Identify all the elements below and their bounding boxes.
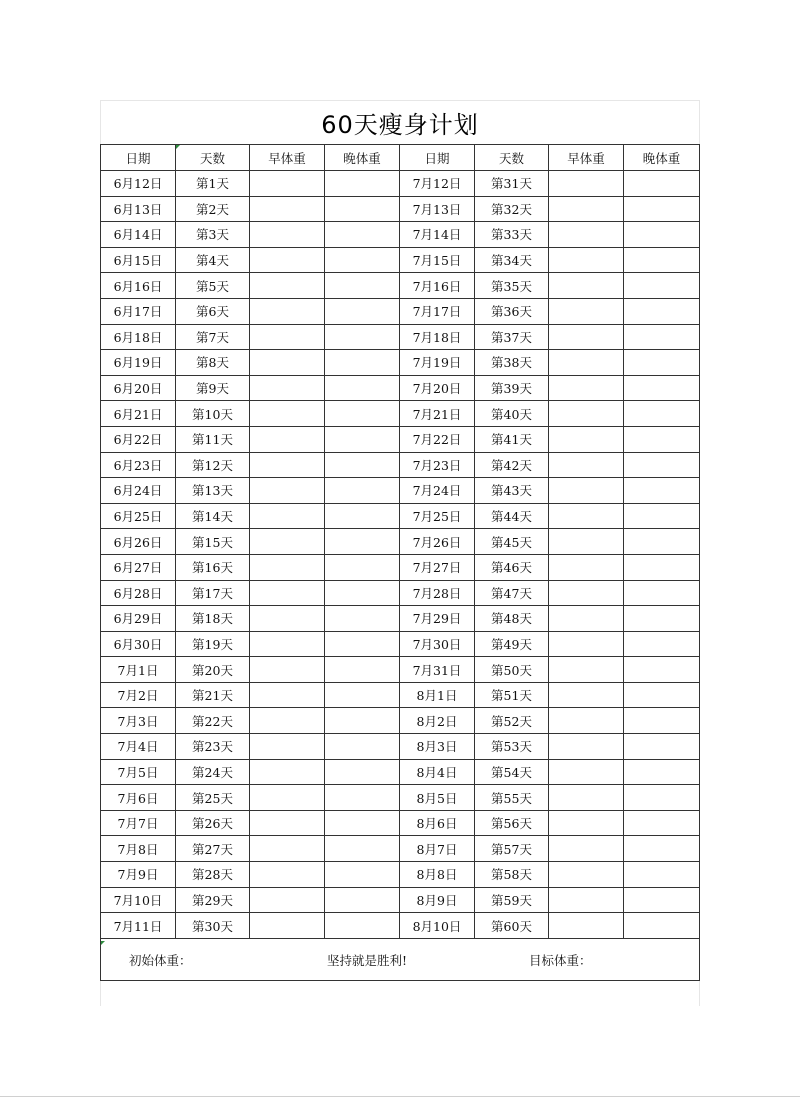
day-cell[interactable]: 第57天 (475, 836, 549, 862)
evening-weight-cell[interactable] (624, 810, 700, 836)
day-cell[interactable]: 第30天 (176, 913, 250, 939)
evening-weight-cell[interactable] (624, 452, 700, 478)
date-cell[interactable]: 8月8日 (400, 862, 475, 888)
evening-weight-cell[interactable] (325, 478, 400, 504)
date-cell[interactable]: 7月14日 (400, 222, 475, 248)
date-cell[interactable]: 8月9日 (400, 887, 475, 913)
evening-weight-cell[interactable] (624, 401, 700, 427)
cell-marker-icon (176, 145, 180, 149)
morning-weight-cell[interactable] (549, 913, 624, 939)
morning-weight-cell[interactable] (250, 196, 325, 222)
evening-weight-cell[interactable] (325, 401, 400, 427)
date-cell[interactable]: 8月10日 (400, 913, 475, 939)
day-cell[interactable]: 第19天 (176, 631, 250, 657)
morning-weight-cell[interactable] (250, 350, 325, 376)
header-morning-weight[interactable]: 早体重 (250, 145, 325, 171)
date-cell[interactable]: 6月18日 (101, 324, 176, 350)
table-row (101, 708, 700, 734)
page-title: 60天瘦身计划 (321, 111, 479, 139)
evening-weight-cell[interactable] (325, 426, 400, 452)
day-cell[interactable]: 第42天 (475, 452, 549, 478)
page-top-border (101, 100, 699, 101)
date-cell[interactable]: 7月28日 (400, 580, 475, 606)
day-cell[interactable]: 第41天 (475, 426, 549, 452)
table-row (101, 913, 700, 939)
date-cell[interactable]: 6月16日 (101, 273, 176, 299)
table-row (101, 298, 700, 324)
evening-weight-cell[interactable] (624, 606, 700, 632)
day-cell[interactable]: 第21天 (176, 682, 250, 708)
day-cell[interactable]: 第18天 (176, 606, 250, 632)
day-cell[interactable]: 第32天 (475, 196, 549, 222)
date-cell[interactable]: 6月14日 (101, 222, 176, 248)
day-cell[interactable]: 第39天 (475, 375, 549, 401)
morning-weight-cell[interactable] (549, 606, 624, 632)
evening-weight-cell[interactable] (624, 478, 700, 504)
day-cell[interactable]: 第52天 (475, 708, 549, 734)
day-cell[interactable]: 第7天 (176, 324, 250, 350)
table-row (101, 657, 700, 683)
morning-weight-cell[interactable] (549, 887, 624, 913)
day-cell[interactable]: 第31天 (475, 171, 549, 197)
day-cell[interactable]: 第12天 (176, 452, 250, 478)
cell-marker-icon (101, 941, 105, 945)
date-cell[interactable]: 6月12日 (101, 171, 176, 197)
day-cell[interactable]: 第49天 (475, 631, 549, 657)
day-cell[interactable]: 第24天 (176, 759, 250, 785)
date-cell[interactable]: 7月11日 (101, 913, 176, 939)
date-cell[interactable]: 7月6日 (101, 785, 176, 811)
day-cell[interactable]: 第5天 (176, 273, 250, 299)
day-cell[interactable]: 第25天 (176, 785, 250, 811)
morning-weight-cell[interactable] (549, 682, 624, 708)
morning-weight-cell[interactable] (549, 375, 624, 401)
morning-weight-cell[interactable] (250, 426, 325, 452)
table-row (101, 759, 700, 785)
day-cell[interactable]: 第8天 (176, 350, 250, 376)
date-cell[interactable]: 7月8日 (101, 836, 176, 862)
evening-weight-cell[interactable] (325, 222, 400, 248)
header-evening-weight[interactable]: 晚体重 (325, 145, 400, 171)
morning-weight-cell[interactable] (549, 478, 624, 504)
day-cell[interactable]: 第53天 (475, 734, 549, 760)
table-row (101, 836, 700, 862)
table-row (101, 785, 700, 811)
morning-weight-cell[interactable] (549, 810, 624, 836)
day-cell[interactable]: 第46天 (475, 554, 549, 580)
day-cell[interactable]: 第55天 (475, 785, 549, 811)
date-cell[interactable]: 7月16日 (400, 273, 475, 299)
evening-weight-cell[interactable] (325, 606, 400, 632)
morning-weight-cell[interactable] (549, 785, 624, 811)
evening-weight-cell[interactable] (325, 913, 400, 939)
evening-weight-cell[interactable] (624, 298, 700, 324)
table-row (101, 554, 700, 580)
day-cell[interactable]: 第9天 (176, 375, 250, 401)
morning-weight-cell[interactable] (549, 862, 624, 888)
table-row (101, 503, 700, 529)
morning-weight-cell[interactable] (549, 580, 624, 606)
table-row (101, 196, 700, 222)
morning-weight-cell[interactable] (549, 350, 624, 376)
morning-weight-cell[interactable] (549, 196, 624, 222)
evening-weight-cell[interactable] (624, 375, 700, 401)
table-row (101, 247, 700, 273)
date-cell[interactable]: 6月25日 (101, 503, 176, 529)
table-row (101, 682, 700, 708)
header-row (101, 145, 700, 171)
morning-weight-cell[interactable] (250, 324, 325, 350)
morning-weight-cell[interactable] (250, 657, 325, 683)
day-cell[interactable]: 第44天 (475, 503, 549, 529)
evening-weight-cell[interactable] (325, 631, 400, 657)
evening-weight-cell[interactable] (325, 554, 400, 580)
evening-weight-cell[interactable] (325, 452, 400, 478)
table-row (101, 401, 700, 427)
evening-weight-cell[interactable] (325, 682, 400, 708)
morning-weight-cell[interactable] (250, 529, 325, 555)
evening-weight-cell[interactable] (624, 708, 700, 734)
morning-weight-cell[interactable] (250, 836, 325, 862)
evening-weight-cell[interactable] (325, 734, 400, 760)
date-cell[interactable]: 7月29日 (400, 606, 475, 632)
footer-cell[interactable] (101, 938, 700, 980)
morning-weight-cell[interactable] (549, 734, 624, 760)
date-cell[interactable]: 7月23日 (400, 452, 475, 478)
day-cell[interactable]: 第56天 (475, 810, 549, 836)
day-cell[interactable]: 第13天 (176, 478, 250, 504)
table-row (101, 324, 700, 350)
day-cell[interactable]: 第45天 (475, 529, 549, 555)
evening-weight-cell[interactable] (325, 298, 400, 324)
day-cell[interactable]: 第22天 (176, 708, 250, 734)
date-cell[interactable]: 8月2日 (400, 708, 475, 734)
table-row (101, 171, 700, 197)
evening-weight-cell[interactable] (624, 887, 700, 913)
morning-weight-cell[interactable] (549, 708, 624, 734)
evening-weight-cell[interactable] (325, 196, 400, 222)
date-cell[interactable]: 8月4日 (400, 759, 475, 785)
day-cell[interactable]: 第54天 (475, 759, 549, 785)
morning-weight-cell[interactable] (549, 171, 624, 197)
date-cell[interactable]: 7月15日 (400, 247, 475, 273)
date-cell[interactable]: 6月15日 (101, 247, 176, 273)
morning-weight-cell[interactable] (250, 913, 325, 939)
date-cell[interactable]: 6月30日 (101, 631, 176, 657)
evening-weight-cell[interactable] (624, 836, 700, 862)
morning-weight-cell[interactable] (250, 375, 325, 401)
evening-weight-cell[interactable] (624, 324, 700, 350)
date-cell[interactable]: 6月24日 (101, 478, 176, 504)
date-cell[interactable]: 7月10日 (101, 887, 176, 913)
header-morning-weight-2[interactable]: 早体重 (549, 145, 624, 171)
date-cell[interactable]: 7月18日 (400, 324, 475, 350)
day-cell[interactable]: 第27天 (176, 836, 250, 862)
day-cell[interactable]: 第50天 (475, 657, 549, 683)
morning-weight-cell[interactable] (250, 554, 325, 580)
morning-weight-cell[interactable] (250, 631, 325, 657)
day-cell[interactable]: 第58天 (475, 862, 549, 888)
evening-weight-cell[interactable] (624, 657, 700, 683)
morning-weight-cell[interactable] (549, 426, 624, 452)
morning-weight-cell[interactable] (549, 247, 624, 273)
day-cell[interactable]: 第36天 (475, 298, 549, 324)
evening-weight-cell[interactable] (624, 350, 700, 376)
evening-weight-cell[interactable] (624, 273, 700, 299)
day-cell[interactable]: 第4天 (176, 247, 250, 273)
initial-weight-label: 初始体重： (129, 952, 192, 968)
evening-weight-cell[interactable] (624, 734, 700, 760)
day-cell[interactable]: 第35天 (475, 273, 549, 299)
morning-weight-cell[interactable] (250, 734, 325, 760)
evening-weight-cell[interactable] (325, 273, 400, 299)
day-cell[interactable]: 第23天 (176, 734, 250, 760)
morning-weight-cell[interactable] (250, 222, 325, 248)
day-cell[interactable]: 第38天 (475, 350, 549, 376)
day-cell[interactable]: 第59天 (475, 887, 549, 913)
table-row (101, 478, 700, 504)
date-cell[interactable]: 7月13日 (400, 196, 475, 222)
day-cell[interactable]: 第3天 (176, 222, 250, 248)
morning-weight-cell[interactable] (250, 887, 325, 913)
evening-weight-cell[interactable] (325, 529, 400, 555)
date-cell[interactable]: 6月21日 (101, 401, 176, 427)
table-row (101, 375, 700, 401)
day-cell[interactable]: 第20天 (176, 657, 250, 683)
motto-text: 坚持就是胜利! (327, 952, 408, 968)
date-cell[interactable]: 7月4日 (101, 734, 176, 760)
morning-weight-cell[interactable] (250, 171, 325, 197)
morning-weight-cell[interactable] (250, 785, 325, 811)
date-cell[interactable]: 7月5日 (101, 759, 176, 785)
weight-log-table (100, 144, 700, 981)
date-cell[interactable]: 6月28日 (101, 580, 176, 606)
date-cell[interactable]: 7月17日 (400, 298, 475, 324)
date-cell[interactable]: 8月6日 (400, 810, 475, 836)
page-bottom-rule (0, 1096, 800, 1097)
date-cell[interactable]: 8月3日 (400, 734, 475, 760)
day-cell[interactable]: 第37天 (475, 324, 549, 350)
evening-weight-cell[interactable] (325, 350, 400, 376)
morning-weight-cell[interactable] (549, 657, 624, 683)
evening-weight-cell[interactable] (624, 580, 700, 606)
evening-weight-cell[interactable] (325, 887, 400, 913)
day-cell[interactable]: 第14天 (176, 503, 250, 529)
evening-weight-cell[interactable] (325, 836, 400, 862)
morning-weight-cell[interactable] (250, 759, 325, 785)
table-row (101, 862, 700, 888)
evening-weight-cell[interactable] (624, 196, 700, 222)
day-cell[interactable]: 第11天 (176, 426, 250, 452)
date-cell[interactable]: 8月7日 (400, 836, 475, 862)
morning-weight-cell[interactable] (549, 759, 624, 785)
morning-weight-cell[interactable] (250, 682, 325, 708)
table-body (101, 171, 700, 939)
morning-weight-cell[interactable] (250, 247, 325, 273)
evening-weight-cell[interactable] (325, 708, 400, 734)
date-cell[interactable]: 7月24日 (400, 478, 475, 504)
evening-weight-cell[interactable] (624, 862, 700, 888)
day-cell[interactable]: 第26天 (176, 810, 250, 836)
day-cell[interactable]: 第17天 (176, 580, 250, 606)
table-row (101, 606, 700, 632)
evening-weight-cell[interactable] (325, 580, 400, 606)
evening-weight-cell[interactable] (624, 785, 700, 811)
morning-weight-cell[interactable] (549, 324, 624, 350)
morning-weight-cell[interactable] (250, 810, 325, 836)
header-day-2[interactable]: 天数 (475, 145, 549, 171)
evening-weight-cell[interactable] (624, 247, 700, 273)
date-cell[interactable]: 7月26日 (400, 529, 475, 555)
morning-weight-cell[interactable] (549, 631, 624, 657)
date-cell[interactable]: 7月9日 (101, 862, 176, 888)
morning-weight-cell[interactable] (549, 452, 624, 478)
evening-weight-cell[interactable] (624, 554, 700, 580)
evening-weight-cell[interactable] (325, 810, 400, 836)
date-cell[interactable]: 7月2日 (101, 682, 176, 708)
evening-weight-cell[interactable] (325, 171, 400, 197)
evening-weight-cell[interactable] (624, 171, 700, 197)
table-row (101, 273, 700, 299)
evening-weight-cell[interactable] (325, 862, 400, 888)
morning-weight-cell[interactable] (549, 529, 624, 555)
date-cell[interactable]: 6月20日 (101, 375, 176, 401)
evening-weight-cell[interactable] (325, 503, 400, 529)
evening-weight-cell[interactable] (624, 631, 700, 657)
morning-weight-cell[interactable] (549, 503, 624, 529)
table-row (101, 222, 700, 248)
date-cell[interactable]: 7月1日 (101, 657, 176, 683)
evening-weight-cell[interactable] (624, 222, 700, 248)
date-cell[interactable]: 6月13日 (101, 196, 176, 222)
day-cell[interactable]: 第43天 (475, 478, 549, 504)
evening-weight-cell[interactable] (325, 324, 400, 350)
table-row (101, 631, 700, 657)
day-cell[interactable]: 第60天 (475, 913, 549, 939)
date-cell[interactable]: 6月26日 (101, 529, 176, 555)
morning-weight-cell[interactable] (250, 708, 325, 734)
date-cell[interactable]: 7月3日 (101, 708, 176, 734)
evening-weight-cell[interactable] (325, 785, 400, 811)
evening-weight-cell[interactable] (624, 529, 700, 555)
evening-weight-cell[interactable] (624, 426, 700, 452)
morning-weight-cell[interactable] (250, 478, 325, 504)
day-cell[interactable]: 第29天 (176, 887, 250, 913)
day-cell[interactable]: 第16天 (176, 554, 250, 580)
table-row (101, 426, 700, 452)
morning-weight-cell[interactable] (250, 273, 325, 299)
morning-weight-cell[interactable] (549, 222, 624, 248)
evening-weight-cell[interactable] (325, 759, 400, 785)
evening-weight-cell[interactable] (624, 682, 700, 708)
morning-weight-cell[interactable] (250, 298, 325, 324)
date-cell[interactable]: 7月25日 (400, 503, 475, 529)
date-cell[interactable]: 6月27日 (101, 554, 176, 580)
date-cell[interactable]: 7月22日 (400, 426, 475, 452)
evening-weight-cell[interactable] (325, 657, 400, 683)
evening-weight-cell[interactable] (624, 913, 700, 939)
day-cell[interactable]: 第33天 (475, 222, 549, 248)
day-cell[interactable]: 第47天 (475, 580, 549, 606)
date-cell[interactable]: 6月19日 (101, 350, 176, 376)
date-cell[interactable]: 7月30日 (400, 631, 475, 657)
table-row (101, 810, 700, 836)
date-cell[interactable]: 7月31日 (400, 657, 475, 683)
day-cell[interactable]: 第2天 (176, 196, 250, 222)
morning-weight-cell[interactable] (250, 580, 325, 606)
table-row (101, 734, 700, 760)
date-cell[interactable]: 7月21日 (400, 401, 475, 427)
date-cell[interactable]: 6月17日 (101, 298, 176, 324)
morning-weight-cell[interactable] (250, 401, 325, 427)
table-row (101, 529, 700, 555)
day-cell[interactable]: 第28天 (176, 862, 250, 888)
header-day[interactable]: 天数 (176, 145, 250, 171)
morning-weight-cell[interactable] (250, 503, 325, 529)
target-weight-label: 目标体重： (529, 952, 592, 968)
date-cell[interactable]: 8月1日 (400, 682, 475, 708)
morning-weight-cell[interactable] (549, 273, 624, 299)
date-cell[interactable]: 7月27日 (400, 554, 475, 580)
day-cell[interactable]: 第51天 (475, 682, 549, 708)
day-cell[interactable]: 第10天 (176, 401, 250, 427)
day-cell[interactable]: 第6天 (176, 298, 250, 324)
date-cell[interactable]: 7月19日 (400, 350, 475, 376)
evening-weight-cell[interactable] (624, 759, 700, 785)
table-row (101, 350, 700, 376)
date-cell[interactable]: 7月7日 (101, 810, 176, 836)
evening-weight-cell[interactable] (325, 375, 400, 401)
date-cell[interactable]: 6月23日 (101, 452, 176, 478)
header-date-2[interactable]: 日期 (400, 145, 475, 171)
morning-weight-cell[interactable] (549, 298, 624, 324)
date-cell[interactable]: 6月22日 (101, 426, 176, 452)
morning-weight-cell[interactable] (250, 862, 325, 888)
footer-row (101, 938, 700, 980)
day-cell[interactable]: 第15天 (176, 529, 250, 555)
day-cell[interactable]: 第1天 (176, 171, 250, 197)
date-cell[interactable]: 7月12日 (400, 171, 475, 197)
date-cell[interactable]: 8月5日 (400, 785, 475, 811)
table-row (101, 580, 700, 606)
day-cell[interactable]: 第34天 (475, 247, 549, 273)
day-cell[interactable]: 第48天 (475, 606, 549, 632)
table-row (101, 887, 700, 913)
evening-weight-cell[interactable] (624, 503, 700, 529)
date-cell[interactable]: 7月20日 (400, 375, 475, 401)
date-cell[interactable]: 6月29日 (101, 606, 176, 632)
table-row (101, 452, 700, 478)
morning-weight-cell[interactable] (549, 401, 624, 427)
header-date[interactable]: 日期 (101, 145, 176, 171)
morning-weight-cell[interactable] (250, 452, 325, 478)
day-cell[interactable]: 第40天 (475, 401, 549, 427)
morning-weight-cell[interactable] (549, 554, 624, 580)
morning-weight-cell[interactable] (549, 836, 624, 862)
evening-weight-cell[interactable] (325, 247, 400, 273)
header-evening-weight-2[interactable]: 晚体重 (624, 145, 700, 171)
morning-weight-cell[interactable] (250, 606, 325, 632)
